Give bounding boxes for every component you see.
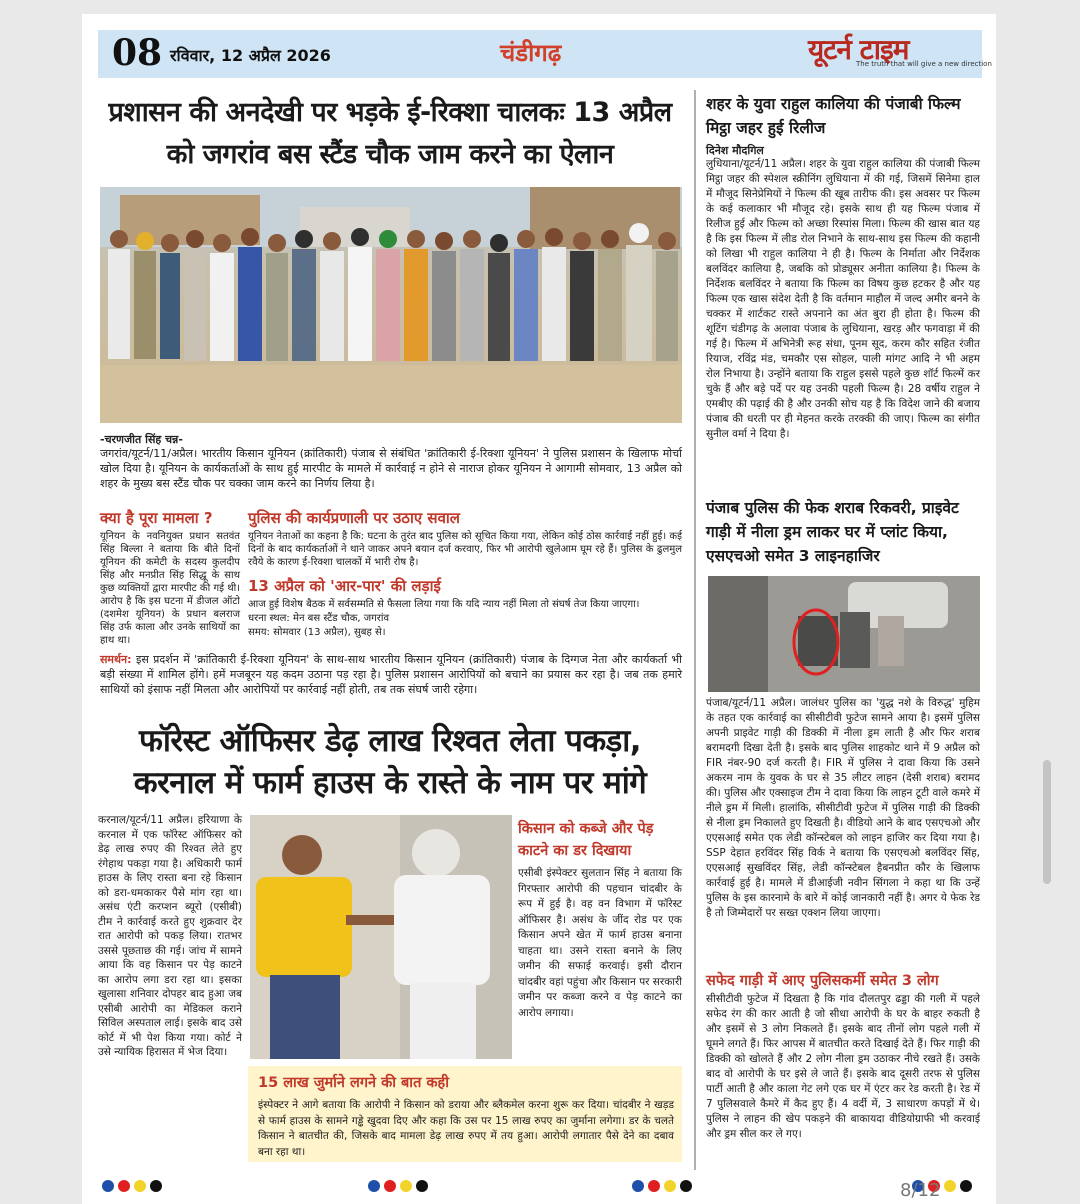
group-photo-illustration [100, 187, 682, 423]
page-number: 08 [112, 32, 163, 74]
footer-dots-right [632, 1180, 692, 1192]
cctv-photo [708, 576, 980, 692]
story1-sub1-text: यूनियन के नवनियुक्त प्रधान सतवंत सिंह बिल्ला ने बताया कि बीते दिनों यूनियन की कमेटी के सदस्य कुलदीप सिंह और मनप्रीत सिंह सिद्धू के साथ कुछ व्यक्तियों द्वारा मारपीट की गई थी। आरोप है कि इस घटना में डीजल ऑटो (दशमेश यूनियन) के प्रधान बलराज सिंह उर्फ काला और उनके साथियों का हाथ था। [100, 531, 240, 646]
dot-yellow [400, 1180, 412, 1192]
column-divider [694, 90, 696, 1170]
dot-blue [368, 1180, 380, 1192]
story4-body: पंजाब/यूटर्न/11 अप्रैल। जालंधर पुलिस का 'युद्ध नशे के विरुद्ध' मुहिम के तहत एक कार्रवाई का सीसीटीवी फुटेज सामने आया है। इसमें पुलिस अपनी प्राइवेट गाड़ी की डिक्की में नीला ड्रम लाती है और फिर शराब बरामदगी दिखा देती है। इसके बाद पुलिस शाहकोट थाने में 9 अप्रैल को FIR नंबर-90 दर्ज करती है। FIR में पुलिस ने दावा किया कि उसने अकरम नाम के युवक के घर से 35 लीटर लाहन (देसी शराब) बरामद की। पुलिस और एक्साइज टीम ने दावा किया कि लाहन टूटी वाले कमरे में नीले ड्रम में मिली। हालांकि, सीसीटीवी फुटेज में पुलिस गाड़ी की डिक्की से नीला ड्रम निकालते हुए दिखती है। वीडियो आने के बाद एसएचओ और एएसआई समेत एक लेडी कॉन्स्टेबल को लाइन हाजिर कर दिया गया है। SSP देहात हरविंदर सिंह विर्क ने बताया कि एसएचओ बलविंदर सिंह, एएसआई सुखविंदर सिंह, लेडी कॉन्स्टेबल हैबनप्रीत कौर के खिलाफ कार्रवाई हुई है। मामले में डीआईजी नवीन सिंगला ने कहा था कि उन्हें पुलिस के इस कारनामे के बारे में कोई जानकारी नहीं है। अगर ये फेक रेड है तो जिम्मेदारों पर सख्त एक्शन लिया जाएगा। [706, 697, 980, 919]
box-title: 15 लाख जुर्माने लगने की बात कही [258, 1075, 449, 1091]
story3-headline: शहर के युवा राहुल कालिया की पंजाबी फिल्म मिट्ठा जहर हुई रिलीज [706, 95, 961, 137]
dot-yellow [944, 1180, 956, 1192]
dot-red [384, 1180, 396, 1192]
vertical-scrollbar[interactable] [1043, 760, 1051, 884]
story2-headline: फॉरेस्ट ऑफिसर डेढ़ लाख रिश्वत लेता पकड़ा, करनाल में फार्म हाउस के रास्ते के नाम पर मांगे [133, 723, 647, 801]
issue-date: रविवार, 12 अप्रैल 2026 [170, 46, 331, 65]
dot-blue [102, 1180, 114, 1192]
story4-sub-title: सफेद गाड़ी में आए पुलिसकर्मी समेत 3 लोग [706, 973, 939, 989]
support-text: इस प्रदर्शन में 'क्रांतिकारी ई-रिक्शा यूनियन' के साथ-साथ भारतीय किसान यूनियन (क्रांतिकारी) पंजाब के दिग्गज नेता और कार्यकर्ता भी बड़ी संख्या में शामिल होंगे। हमें मजबूरन यह कदम उठाना पड़ रहा है। पुलिस प्रशासन आरोपियों को बचाने का प्रयास कर रहा है। जब तक हमारे साथियों को इंसाफ नहीं मिलता और आरोपियों पर कार्रवाई नहीं होती, तब तक संघर्ष जारी रहेगा। [100, 653, 683, 696]
dot-black [416, 1180, 428, 1192]
story1-headline: प्रशासन की अनदेखी पर भड़के ई-रिक्शा चालकः 13 अप्रैल को जगरांव बस स्टैंड चौक जाम करने का ऐलान [108, 97, 672, 170]
story3-byline: दिनेश मौदगिल [706, 144, 764, 157]
story1-support [100, 652, 682, 697]
footer-dots-middle [368, 1180, 428, 1192]
dot-red [118, 1180, 130, 1192]
logo-tagline: The truth that will give a new direction [856, 60, 992, 68]
story1-sub3-time: समय: सोमवार (13 अप्रैल), सुबह से। [248, 627, 386, 638]
dot-red [648, 1180, 660, 1192]
arrest-photo [250, 815, 512, 1059]
box-text: इंस्पेक्टर ने आगे बताया कि आरोपी ने किसान को डराया और ब्लैकमेल करना शुरू कर दिया। चांदबीर ने खड़ड से फार्म हाउस के सामने गड्ढे खुदवा दिए और कहा कि उस पर 15 लाख रुपए का जुर्माना लगेगा। डर के चलते किसान ने बातचीत की, जिसके बाद मामला डेढ़ लाख रुपए में तय हुआ। आरोपी लगातार पैसे देने का दबाव बना रहा था। [258, 1099, 674, 1158]
story4-headline: पंजाब पुलिस की फेक शराब रिकवरी, प्राइवेट गाड़ी में नीला ड्रम लाकर घर में प्लांट किया, एसएचओ समेत 3 लाइनहाजिर [706, 499, 959, 565]
dot-yellow [664, 1180, 676, 1192]
story2-highlight-box [248, 1066, 682, 1162]
page-folio: 8/12 [900, 1180, 941, 1201]
story4-sub-text: सीसीटीवी फुटेज में दिखता है कि गांव दौलतपुर ढड्डा की गली में पहले सफेद रंग की कार आती है जो सीधा आरोपी के घर के बाहर रुकती है और इसमें से 3 लोग निकलते हैं। इसके बाद तीनों लोग पहले गली में घूमने लगते हैं। फिर आपस में बातचीत करते दिखाई देते हैं। फिर गाड़ी की डिक्की को खोलते हैं और 2 लोग नीला ड्रम उठाकर नीचे रखते हैं। उसके बाद वो आरोपी के घर इसे ले जाते हैं। इसके बाद दूसरी तरफ से पुलिस पार्टी आती है और काला गेट लगे एक घर में एंटर कर रेड करती है। रेड में 7 पुलिसवाले कैमरे में कैद हुए हैं। 4 वर्दी में, 3 साधारण कपड़ों में थे। पुलिस ने लाहन की खेप पकड़ने की बाकायदा वीडियोग्राफी भी करवाई और ड्रम सील कर ले गए। [706, 993, 980, 1140]
story1-sub3-text: आज हुई विशेष बैठक में सर्वसम्मति से फैसला लिया गया कि यदि न्याय नहीं मिला तो संघर्ष तेज किया जाएगा। [248, 599, 640, 610]
story2-side-title: किसान को कब्जे और पेड़ काटने का डर दिखाया [518, 821, 654, 859]
newspaper-logo [808, 30, 992, 70]
story2-col1: करनाल/यूटर्न/11 अप्रैल। हरियाणा के करनाल में एक फॉरेस्ट ऑफिसर को डेढ़ लाख रुपए की रिश्वत लेते हुए रंगेहाथ पकड़ा गया है। अधिकारी फार्म हाउस के लिए रास्ता बना रहे किसान को डरा-धमकाकर पैसे मांग रहा था। असंध एंटी करप्शन ब्यूरो (एसीबी) टीम ने कार्रवाई करते हुए शुक्रवार देर रात आरोपी को पकड़ लिया। रातभर उससे पूछताछ की गई। जांच में सामने आया कि वह किसान पर पेड़ काटने का आरोप लगा डरा रहा था। इसका खुलासा शनिवार दोपहर बाद हुआ जब एसीबी आरोपी का मेडिकल कराने सिविल अस्पताल लाई। इसके बाद उसे कोर्ट में भी पेश किया गया। कोर्ट ने उसे न्यायिक हिरासत में भेज दिया। [98, 814, 242, 1058]
story2-side-text: एसीबी इंस्पेक्टर सुलतान सिंह ने बताया कि गिरफ्तार आरोपी की पहचान चांदबीर के रूप में हुई है। वह वन विभाग में फॉरेस्ट ऑफिसर है। असंध के जींद रोड पर एक किसान अपने खेत में फार्म हाउस बनाना चाहता था। उसने रास्ता बनाने के लिए जमीन की सफाई करवाई। इसी दौरान चांदबीर वहां पहुंचा और किसान पर सरकारी जमीन पर कब्जा करने व पेड़ काटने का आरोप लगाया। [518, 867, 682, 1019]
arrest-photo-illustration [250, 815, 512, 1059]
dot-black [680, 1180, 692, 1192]
logo-text: यूटर्न टाइम [808, 33, 909, 66]
story1-sub2-text: यूनियन नेताओं का कहना है कि: घटना के तुरंत बाद पुलिस को सूचित किया गया, लेकिन कोई ठोस कार्रवाई नहीं हुई। कई दिनों के बाद कार्यकर्ताओं ने थाने जाकर अपने बयान दर्ज करवाए, फिर भी आरोपी खुलेआम घूम रहे हैं। पुलिस के ढुलमुल रवैये के कारण ई-रिक्शा चालकों में भारी रोष है। [248, 531, 682, 568]
story3-body: लुधियाना/यूटर्न/11 अप्रैल। शहर के युवा राहुल कालिया की पंजाबी फिल्म मिट्ठा जहर की स्पेशल स्क्रीनिंग लुधियाना में की गई, जिसमें सिनेमा हाल में मौजूद सिनेप्रेमियों ने फिल्म की खूब तारीफ की। इस अवसर पर फिल्म के कई कलाकार भी मौजूद रहे। इसके साथ ही यह फिल्म पंजाब में रिलीज हुई और फिल्म को अच्छा रिस्पांस मिला। फिल्म की खास बात यह है कि इस फिल्म में लीड रोल निभाने के साथ-साथ इस फिल्म की कहानी को लिखा भी राहुल कालिया ने ही है। फिल्म के निर्माता और निर्देशक बलविंदर कालिया है, जबकि को प्रोड्यूसर अनीता कालिया है। फिल्म के निर्देशक बलविंदर ने बताया कि फिल्म का विषय कुछ हटकर है और यह फिल्म एक खास संदेश देती है कि वर्तमान माहौल में जल्द अमीर बनने के चक्कर में शार्टकट रास्ते अपनाने का अंत बुरा ही होता है। फिल्म की शूटिंग चंडीगढ़ के अलावा पंजाब के लुधियाना, खरड़ और फगवाड़ा में की गई है। फिल्म में अभिनेत्री रूह संधा, पूनम सूद, करम कौर सहित रंजीत रियाज, रविंद्र मंड, चमकौर एस सोहल, पाली मांगट आदि ने भी अहम रोल निभाया है। उन्होंने बताया कि राहुल इससे पहले कुछ शॉर्ट फिल्में कर चुके हैं और बड़े पर्दे पर यह उनकी पहली फिल्म है। 28 वर्षीय राहुल ने एमबीए की पढ़ाई की है और उनकी सोच यह है कि विदेश जाने की बजाय पंजाब की धरती पर ही मेहनत करके तरक्की की जाए। फिल्म का संगीत सुनील वर्मा ने दिया है। [706, 158, 980, 440]
group-protest-photo [100, 187, 682, 423]
dot-yellow [134, 1180, 146, 1192]
dot-blue [632, 1180, 644, 1192]
story1-intro: जगरांव/यूटर्न/11/अप्रैल। भारतीय किसान यूनियन (क्रांतिकारी) पंजाब से संबंधित 'क्रांतिकारी ई-रिक्शा यूनियन' ने पुलिस प्रशासन के खिलाफ मोर्चा खोल दिया है। यूनियन के कार्यकर्ताओं के साथ हुई मारपीट के मामले में कार्रवाई न होने से नाराज होकर यूनियन ने आगामी सोमवार, 13 अप्रैल को शहर के मुख्य बस स्टैंड चौक पर चक्का जाम करने का निर्णय लिया है। [100, 447, 682, 490]
story1-sub2-title: पुलिस की कार्यप्रणाली पर उठाए सवाल [248, 509, 460, 527]
story1-sub1-title: क्या है पूरा मामला ? [100, 509, 213, 527]
dot-black [150, 1180, 162, 1192]
footer-dots-left [102, 1180, 162, 1192]
cctv-photo-illustration [708, 576, 980, 692]
dot-black [960, 1180, 972, 1192]
story1-byline: -चरणजीत सिंह चन्न- [100, 433, 183, 446]
story1-sub3-title: 13 अप्रैल को 'आर-पार' की लड़ाई [248, 577, 441, 595]
edition-city: चंडीगढ़ [500, 39, 562, 67]
support-label: समर्थन: [100, 653, 132, 666]
story1-sub3-place: धरना स्थल: मेन बस स्टैंड चौक, जगरांव [248, 613, 390, 624]
